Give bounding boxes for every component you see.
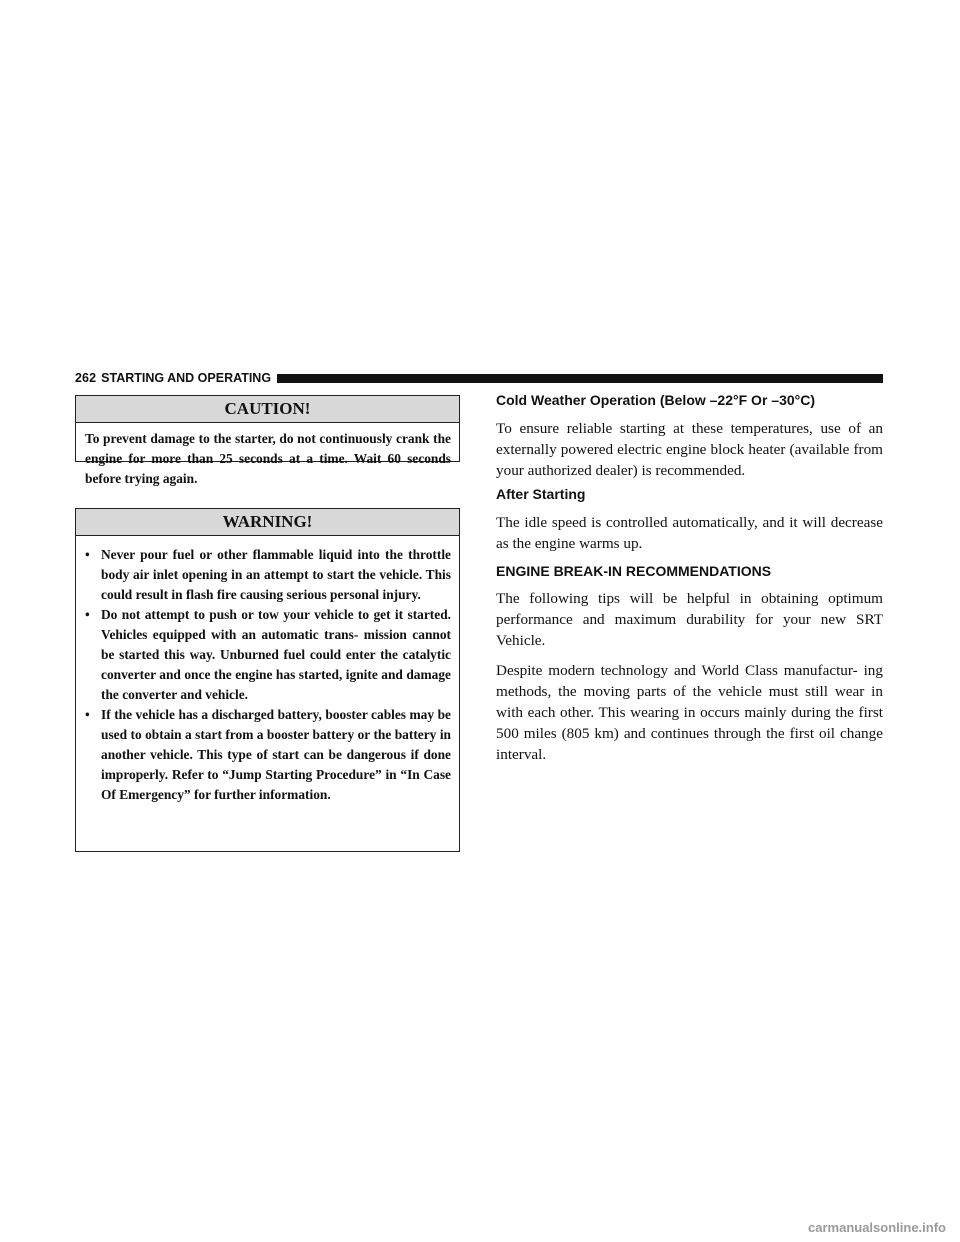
cold-weather-heading: Cold Weather Operation (Below –22°F Or –30°C) bbox=[496, 392, 816, 408]
caution-title: CAUTION! bbox=[76, 396, 459, 423]
warning-box bbox=[75, 508, 460, 852]
caution-text: To prevent damage to the starter, do not continuously crank the engine for more than 25 seconds at a time. Wait 60 seconds before trying again. bbox=[85, 431, 451, 486]
bullet-icon: • bbox=[85, 547, 90, 562]
break-in-paragraph: The following tips will be helpful in obtaining optimum performance and maximum durability for your new SRT Vehicle. bbox=[496, 590, 883, 649]
page-header bbox=[75, 370, 883, 386]
caution-box bbox=[75, 395, 460, 486]
page-number: 262 bbox=[75, 371, 97, 385]
after-starting-section bbox=[496, 486, 883, 555]
warning-item-text: Never pour fuel or other flammable liquid into the throttle body air inlet opening in an attempt to start the vehicle. This could result in flash fire causing serious personal injury. bbox=[101, 547, 451, 602]
warning-item-text: Do not attempt to push or tow your vehicle to get it started. Vehicles equipped with an automatic trans- mission cannot be started this way. Unburned fuel could enter the catalytic converter and once the engine has started, ignite and damage the converter and vehicle. bbox=[101, 607, 451, 702]
warning-item-text: If the vehicle has a discharged battery, booster cables may be used to obtain a start from a booster battery or the battery in another vehicle. This type of start can be dangerous if done improperly. Refer to “Jump Starting Procedure” in “In Case Of Emergency” for further information. bbox=[101, 707, 451, 802]
break-in-heading: ENGINE BREAK-IN RECOMMENDATIONS bbox=[496, 563, 772, 579]
warning-title: WARNING! bbox=[76, 509, 459, 536]
break-in-paragraph: Despite modern technology and World Class manufactur- ing methods, the moving parts of the vehicle must still wear in with each other. This wearing in occurs mainly during the first 500 miles (805 km) and continues through the first oil change interval. bbox=[496, 662, 883, 763]
warning-list bbox=[76, 536, 459, 805]
header-rule bbox=[277, 374, 883, 383]
warning-item bbox=[85, 545, 451, 605]
watermark-link[interactable]: carmanualsonline.info bbox=[808, 1220, 946, 1235]
cold-weather-section bbox=[496, 392, 883, 481]
after-starting-heading: After Starting bbox=[496, 486, 586, 502]
warning-item bbox=[85, 605, 451, 705]
break-in-section bbox=[496, 563, 883, 765]
warning-item bbox=[85, 705, 451, 805]
cold-weather-text: To ensure reliable starting at these temperatures, use of an externally powered electric engine block heater (available from your authorized dealer) is recommended. bbox=[496, 420, 883, 479]
bullet-icon: • bbox=[85, 707, 90, 722]
after-starting-text: The idle speed is controlled automatically, and it will decrease as the engine warms up. bbox=[496, 514, 883, 552]
bullet-icon: • bbox=[85, 607, 90, 622]
section-title: STARTING AND OPERATING bbox=[101, 371, 272, 385]
